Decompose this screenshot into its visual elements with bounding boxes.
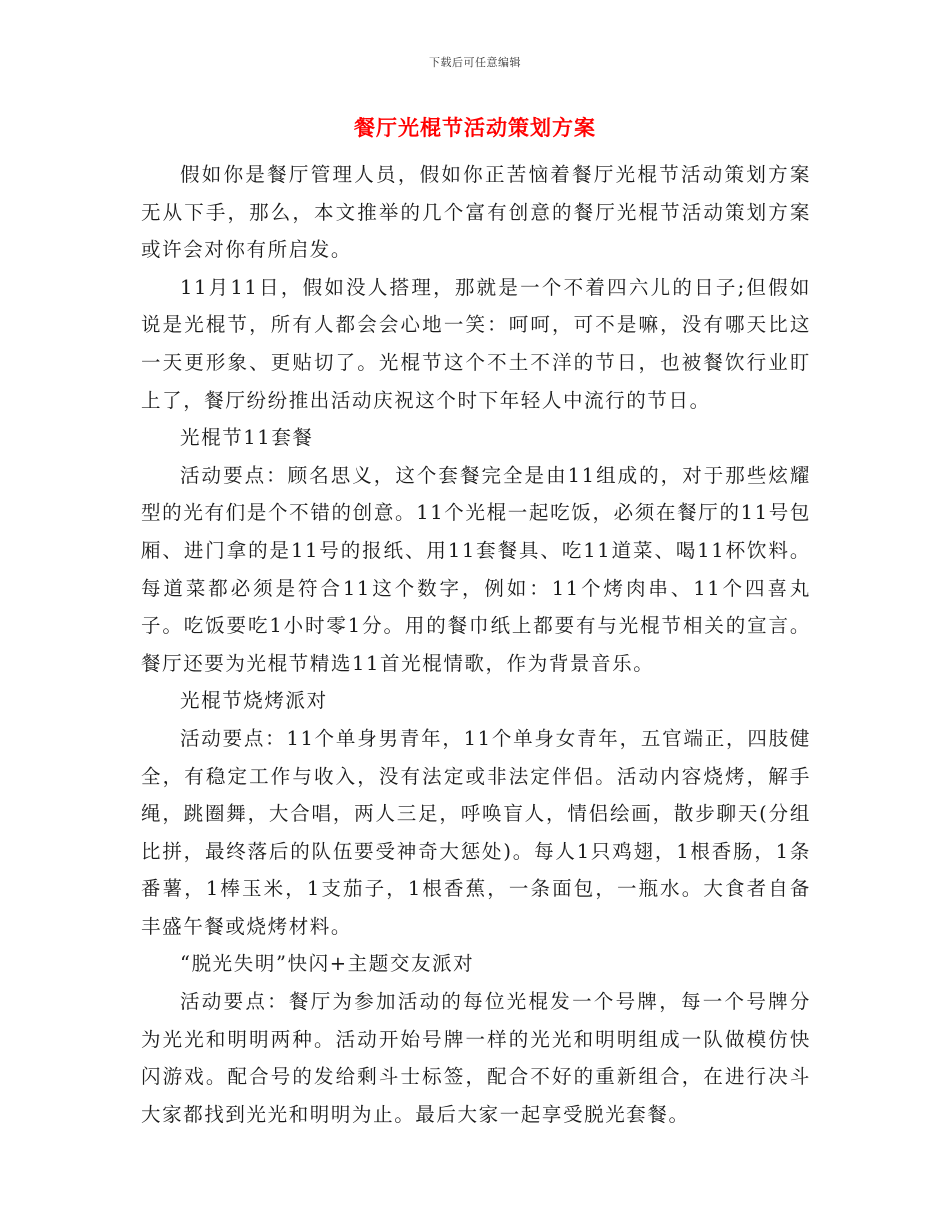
page-header: 下载后可任意编辑 (429, 56, 521, 69)
paragraph-intro: 假如你是餐厅管理人员，假如你正苦恼着餐厅光棍节活动策划方案无从下手，那么，本文推举的几个富有创意的餐厅光棍节活动策划方案或许会对你有所启发。 (141, 163, 811, 262)
section-heading-bbq-party: 光棍节烧烤派对 (180, 689, 328, 713)
paragraph-background: 11月11日，假如没人搭理，那就是一个不着四六儿的日子;但假如说是光棍节，所有人都会会心地一笑：呵呵，可不是嘛，没有哪天比这一天更形象、更贴切了。光棍节这个不土不洋的节日，也被餐饮行业盯上了，餐厅纷纷推出活动庆祝这个时下年轻人中流行的节日。 (141, 275, 811, 412)
document-body (141, 156, 811, 1133)
document-title: 餐厅光棍节活动策划方案 (354, 115, 596, 140)
section-heading-flash-mob: “脱光失明”快闪+主题交友派对 (180, 952, 475, 976)
section-heading-set-meal: 光棍节11套餐 (180, 426, 314, 450)
paragraph-bbq-party: 活动要点：11个单身男青年，11个单身女青年，五官端正，四肢健全，有稳定工作与收入，没有法定或非法定伴侣。活动内容烧烤，解手绳，跳圈舞，大合唱，两人三足，呼唤盲人，情侣绘画，散步聊天(分组比拼，最终落后的队伍要受神奇大惩处)。每人1只鸡翅，1根香肠，1条番薯，1棒玉米，1支茄子，1根香蕉，一条面包，一瓶水。大食者自备丰盛午餐或烧烤材料。 (141, 726, 811, 938)
paragraph-set-meal: 活动要点：顾名思义，这个套餐完全是由11组成的，对于那些炫耀型的光有们是个不错的创意。11个光棍一起吃饭，必须在餐厅的11号包厢、进门拿的是11号的报纸、用11套餐具、吃11道菜、喝11杯饮料。每道菜都必须是符合11这个数字，例如：11个烤肉串、11个四喜丸子。吃饭要吃1小时零1分。用的餐巾纸上都要有与光棍节相关的宣言。餐厅还要为光棍节精选11首光棍情歌，作为背景音乐。 (141, 463, 811, 675)
paragraph-flash-mob: 活动要点：餐厅为参加活动的每位光棍发一个号牌，每一个号牌分为光光和明明两种。活动开始号牌一样的光光和明明组成一队做模仿快闪游戏。配合号的发给剩斗士标签，配合不好的重新组合，在进行决斗大家都找到光光和明明为止。最后大家一起享受脱光套餐。 (141, 990, 811, 1126)
